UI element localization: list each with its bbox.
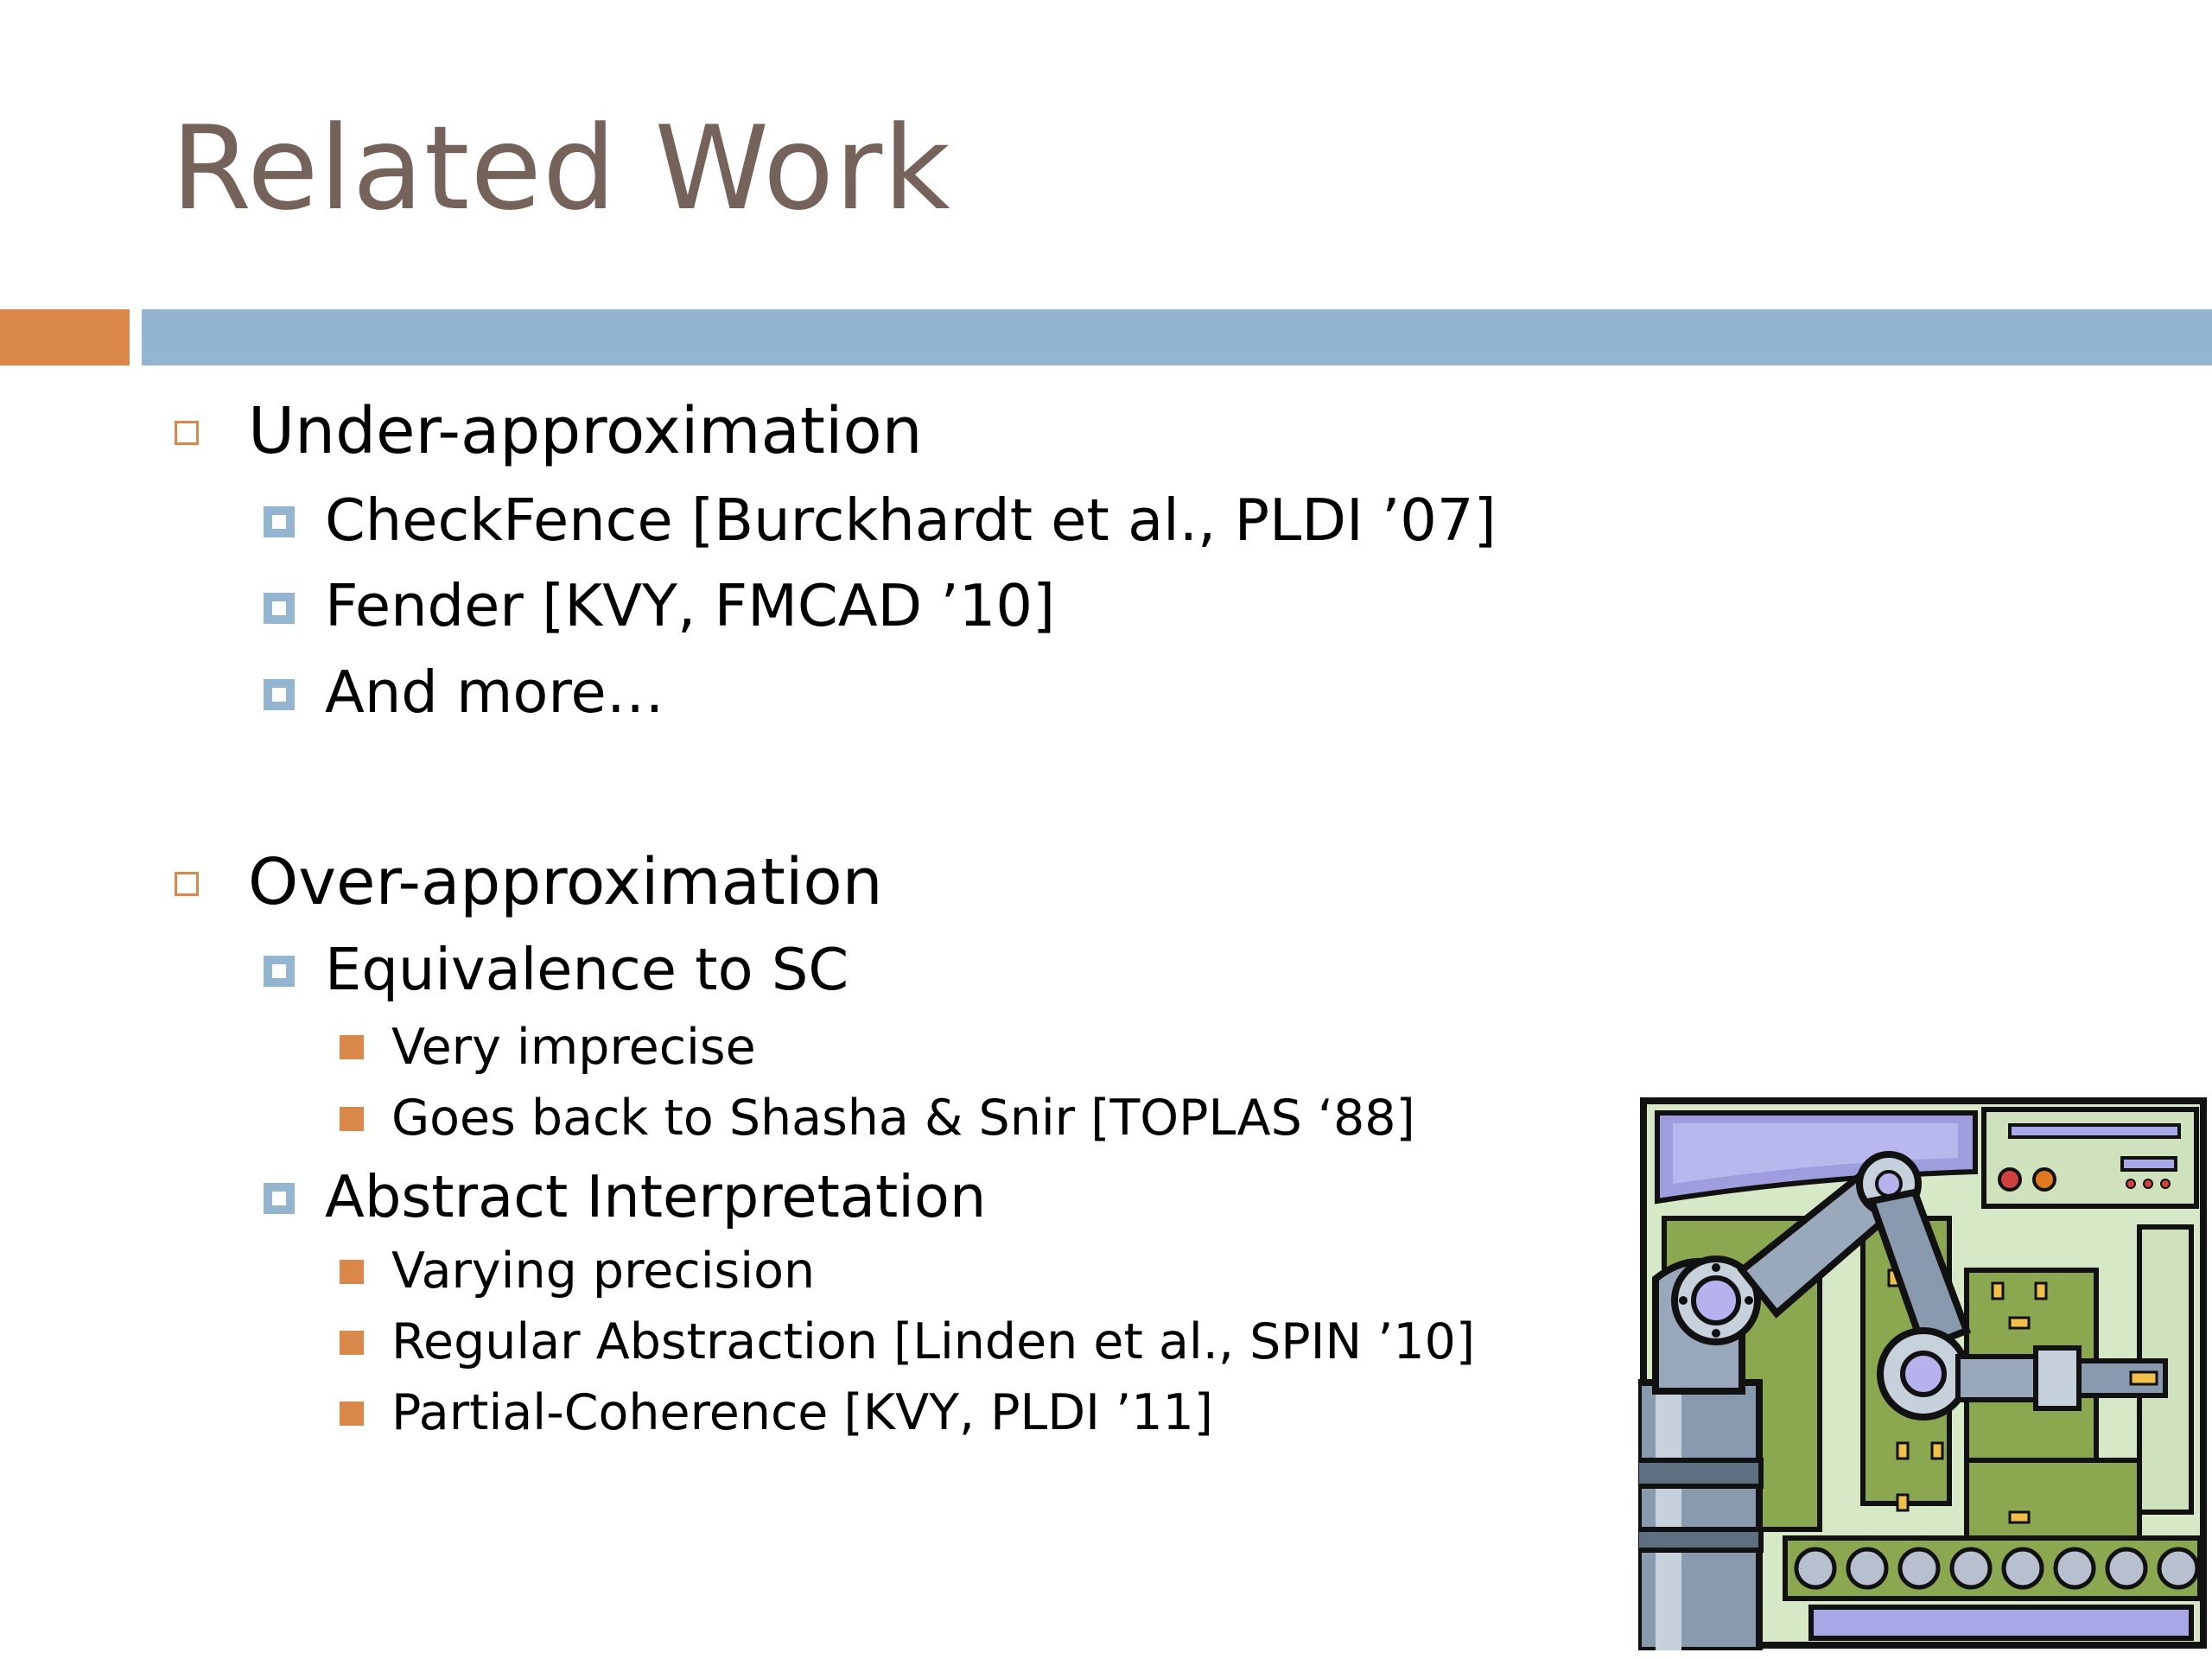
- bullet-under-approximation: Under-approximation: [248, 394, 923, 468]
- bullet-regular-abstraction: Regular Abstraction [Linden et al., SPIN ’10]: [391, 1313, 1476, 1370]
- bullet-box-icon: [264, 506, 295, 537]
- bullet-square-icon: [175, 421, 199, 445]
- bullet-square-icon: [175, 872, 199, 896]
- bullet-filled-square-icon: [340, 1331, 364, 1355]
- bullet-checkfence: CheckFence [Burckhardt et al., PLDI ’07]: [325, 486, 1497, 554]
- bullet-and-more: And more…: [325, 658, 664, 726]
- bullet-box-icon: [264, 593, 295, 624]
- bullet-filled-square-icon: [340, 1402, 364, 1426]
- slide-title: Related Work: [171, 101, 951, 236]
- bullet-filled-square-icon: [340, 1260, 364, 1284]
- bullet-partial-coherence: Partial-Coherence [KVY, PLDI ’11]: [391, 1384, 1213, 1441]
- bullet-box-icon: [264, 679, 295, 710]
- title-bar-blue: [142, 309, 2212, 365]
- bullet-filled-square-icon: [340, 1107, 364, 1131]
- bullet-shasha-snir: Goes back to Shasha & Snir [TOPLAS ‘88]: [391, 1090, 1415, 1147]
- bullet-equivalence-to-sc: Equivalence to SC: [325, 936, 849, 1003]
- bullet-very-imprecise: Very imprecise: [391, 1019, 756, 1076]
- bullet-over-approximation: Over-approximation: [248, 845, 883, 919]
- bullet-box-icon: [264, 1183, 295, 1214]
- robot-arm-clipart: [1638, 1097, 2209, 1650]
- bullet-abstract-interpretation: Abstract Interpretation: [325, 1163, 987, 1230]
- bullet-fender: Fender [KVY, FMCAD ’10]: [325, 572, 1056, 639]
- title-bar-orange: [0, 309, 130, 365]
- bullet-filled-square-icon: [340, 1035, 364, 1059]
- bullet-varying-precision: Varying precision: [391, 1243, 816, 1300]
- bullet-box-icon: [264, 956, 295, 987]
